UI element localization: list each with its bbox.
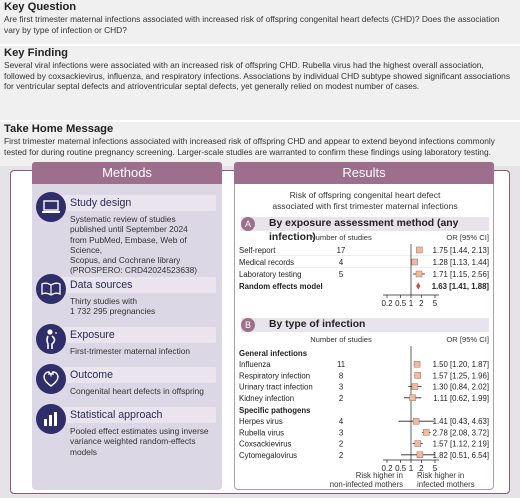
group-label: General infections [239, 349, 308, 358]
row-study-count: 8 [338, 371, 344, 381]
take-home-section [0, 122, 520, 166]
section-b-badge: B [241, 318, 255, 332]
key-question-section [0, 0, 520, 44]
laptop-icon [36, 192, 66, 222]
row-study-count: 2 [338, 393, 344, 403]
row-label: Herpes virus [239, 417, 283, 427]
method-text: Thirty studies with 1 732 295 pregnancies [70, 296, 156, 317]
section-b-bar [241, 318, 489, 332]
key-finding-text: Several viral infections were associated with an increased risk of offspring CHD. Rubella virus had the highest overall association, followed by coxsackievirus, influenza, and respiratory infections. Associations by individual CHD subtype showed significant associations for ventricular septal defects and atrioventricular septal defects, yet generally relied on modest number of cases. [4, 60, 511, 92]
x-tick-label: 5 [432, 464, 438, 473]
method-text: Congenital heart defects in offspring [70, 386, 204, 396]
row-or-ci: 2.78 [2.08, 3.72] [432, 428, 489, 438]
row-label: Laboratory testing [239, 270, 302, 279]
section-b-title: By type of infection [269, 319, 366, 330]
methods-header: Methods [32, 162, 222, 184]
key-question-text: Are first trimester maternal infections associated with increased risk of offspring congenital heart defects (CHD)? Does the association vary by type of infection or CHD? [4, 14, 500, 35]
point-estimate [414, 361, 420, 367]
row-label: Kidney infection [239, 393, 295, 403]
method-title: Study design [58, 195, 216, 211]
x-tick-label: 1 [408, 464, 414, 473]
row-study-count: 5 [338, 270, 344, 279]
row-label: Medical records [239, 258, 295, 267]
pregnant-woman-icon [36, 324, 66, 354]
summary-diamond [416, 283, 420, 290]
methods-panel [32, 184, 222, 490]
row-or-ci: 1.30 [0.84, 2.02] [432, 382, 489, 392]
section-a-badge: A [241, 217, 255, 231]
row-or-ci: 1.75 [1.44, 2.13] [432, 246, 489, 255]
col-header-or: OR [95% CI] [446, 233, 489, 242]
row-label: Urinary tract infection [239, 382, 313, 392]
x-tick-label: 0.5 [395, 299, 407, 308]
point-estimate [416, 247, 422, 253]
heart-icon [36, 364, 66, 394]
row-or-ci: 1.57 [1.25, 1.96] [432, 371, 489, 381]
row-or-ci: 1.41 [0.43, 4.63] [432, 417, 489, 427]
row-study-count: 2 [338, 450, 344, 460]
row-or-ci: 1.28 [1.13, 1.44] [432, 258, 489, 267]
method-text: Systematic review of studies published until September 2024 from PubMed, Embase, Web of Science, Scopus, and Cochrane library (PROSPERO: CRD42024523638) [70, 214, 198, 276]
row-label: Coxsackievirus [239, 439, 292, 449]
point-estimate [423, 429, 429, 435]
footer-right-line1: Risk higher in [417, 471, 465, 480]
key-finding-heading: Key Finding [4, 47, 69, 59]
row-study-count: 4 [338, 258, 344, 267]
x-tick-label: 2 [419, 464, 424, 473]
point-estimate [413, 418, 419, 424]
method-title: Outcome [58, 367, 216, 383]
method-title: Data sources [58, 277, 216, 293]
col-header-or: OR [95% CI] [446, 335, 489, 344]
row-label: Rubella virus [239, 428, 285, 438]
row-or-ci: 1.11 [0.62, 1.99] [433, 393, 489, 403]
method-text: First-trimester maternal infection [70, 346, 191, 356]
method-title: Statistical approach [58, 407, 216, 423]
row-or-ci: 1.57 [1.12, 2.19] [432, 439, 489, 449]
row-study-count: 17 [336, 246, 346, 255]
key-finding-section [0, 46, 520, 120]
point-estimate [412, 259, 418, 265]
results-title: Risk of offspring congenital heart defect associated with first trimester maternal infections [272, 190, 458, 211]
results-panel [234, 184, 494, 490]
x-tick-label: 0.2 [381, 299, 393, 308]
row-or-ci: 1.71 [1.15, 2.56] [432, 270, 489, 279]
footer-left-line1: Risk higher in [355, 471, 403, 480]
footer-right-line2: infected mothers [417, 480, 475, 488]
x-tick-label: 1 [408, 299, 414, 308]
x-tick-label: 2 [419, 299, 424, 308]
row-study-count: 3 [338, 428, 344, 438]
x-tick-label: 5 [432, 299, 438, 308]
point-estimate [412, 384, 418, 390]
row-label: Cytomegalovirus [239, 450, 298, 460]
x-tick-label: 0.2 [381, 464, 393, 473]
method-title: Exposure [58, 327, 216, 343]
take-home-heading: Take Home Message [4, 123, 114, 135]
row-label: Self-report [239, 246, 276, 255]
method-text: Pooled effect estimates using inverse variance weighted random-effects models [70, 426, 209, 457]
take-home-text: First trimester maternal infections associated with increased risk of offspring CHD and appear to extend beyond infections commonly tested for during routine pregnancy screening. Larger-scale studies are warranted to confirm these findings using laboratory testing. [4, 136, 495, 157]
group-label: Specific pathogens [239, 406, 311, 415]
row-label: Random effects model [239, 282, 323, 291]
bar-chart-icon [36, 404, 66, 434]
row-or-ci: 1.82 [0.51, 6.54] [432, 450, 489, 460]
open-book-icon [36, 274, 66, 304]
row-label: Influenza [239, 360, 271, 370]
row-study-count: 4 [338, 417, 344, 427]
col-header-number: Number of studies [310, 335, 372, 344]
key-question-heading: Key Question [4, 1, 77, 13]
footer-left-line2: non-infected mothers [329, 480, 403, 488]
point-estimate [415, 372, 421, 378]
point-estimate [417, 452, 423, 458]
forest-plot-b [235, 332, 493, 488]
forest-plot-a [235, 231, 493, 317]
point-estimate [410, 395, 416, 401]
row-or-ci: 1.63 [1.41, 1.88] [431, 282, 489, 291]
section-a-title: By exposure assessment method (any infection) [269, 218, 459, 243]
row-study-count: 3 [338, 382, 344, 392]
x-tick-label: 0.5 [395, 464, 407, 473]
point-estimate [416, 271, 422, 277]
col-header-number: Number of studies [310, 233, 372, 242]
point-estimate [415, 441, 421, 447]
row-label: Respiratory infection [239, 371, 311, 381]
row-study-count: 2 [338, 439, 344, 449]
row-or-ci: 1.50 [1.20, 1.87] [432, 360, 489, 370]
row-study-count: 11 [336, 360, 346, 370]
results-header: Results [234, 162, 494, 184]
